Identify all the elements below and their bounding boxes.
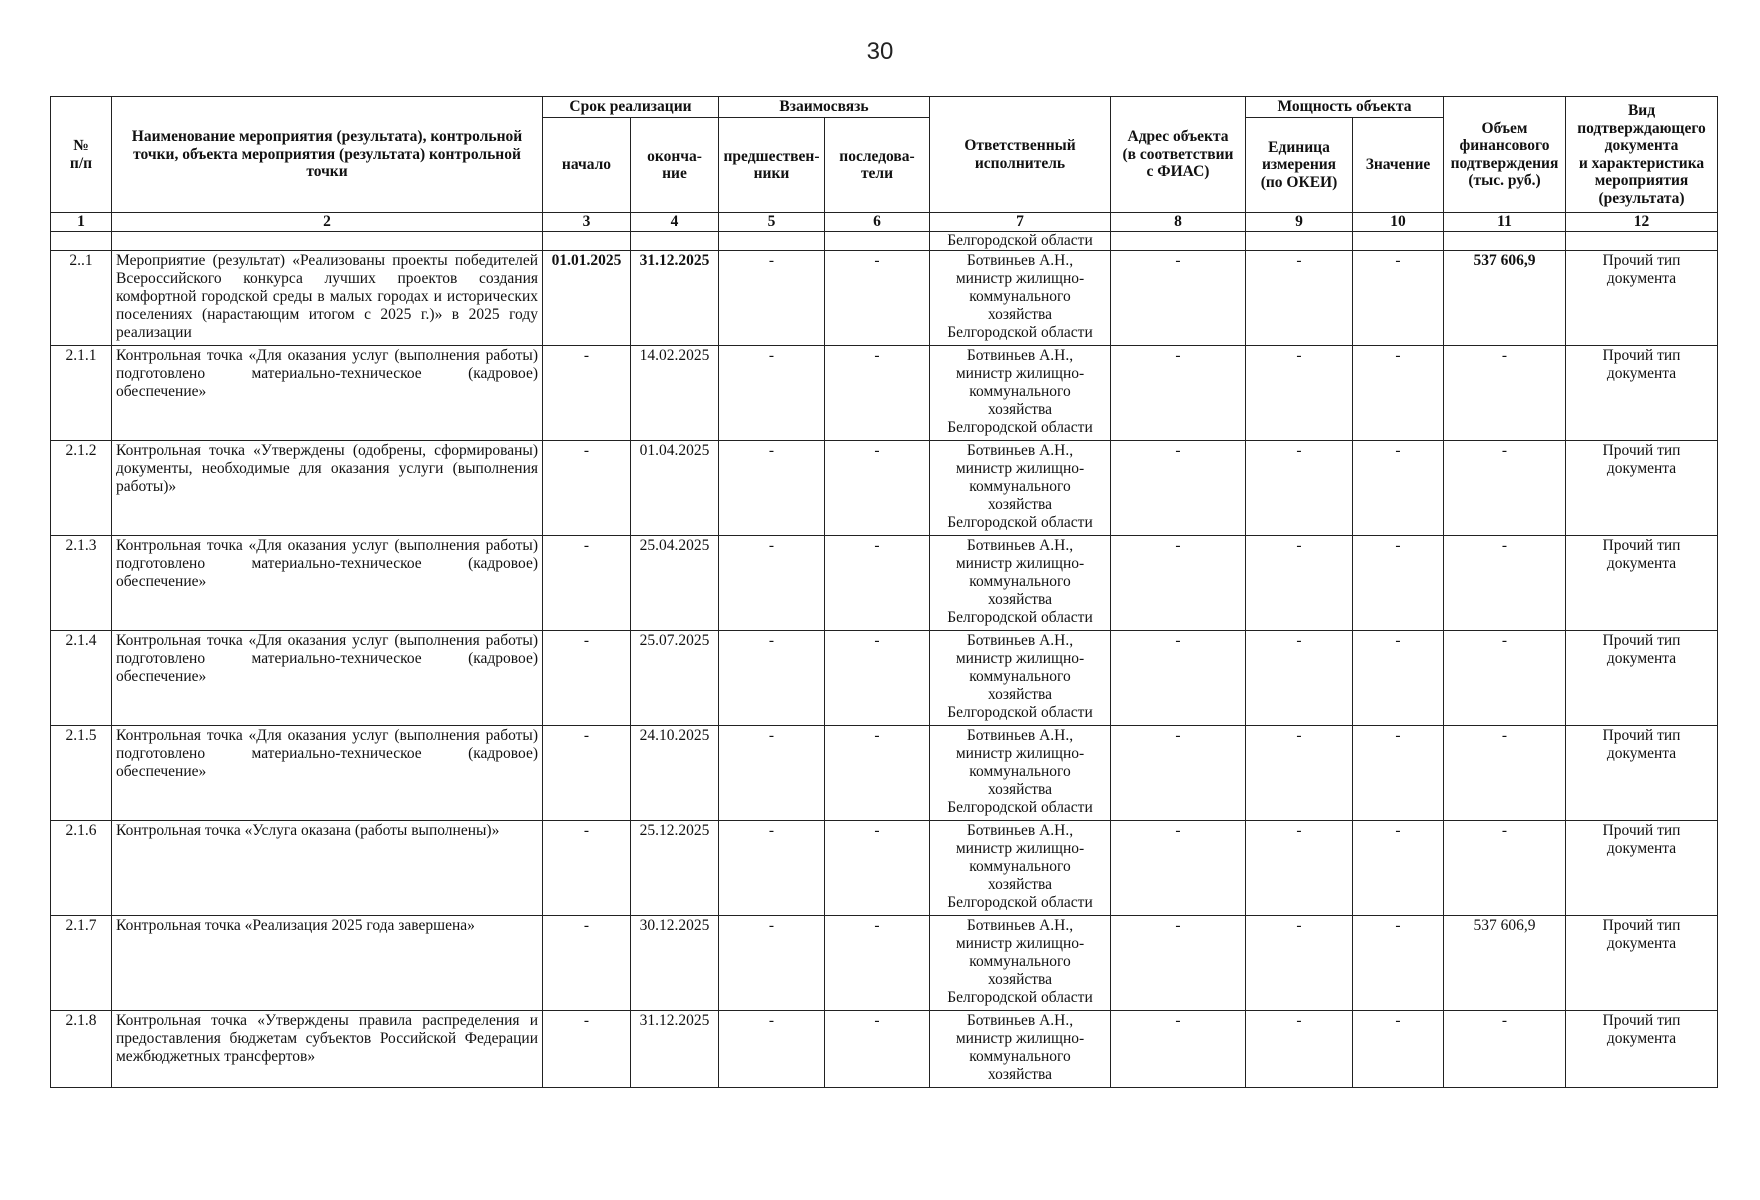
document-type: Прочий тип документа xyxy=(1566,1011,1718,1088)
predecessors: - xyxy=(719,536,825,631)
activity-name: Контрольная точка «Реализация 2025 года завершена» xyxy=(112,916,543,1011)
column-number: 5 xyxy=(719,213,825,232)
financial-volume: - xyxy=(1444,536,1566,631)
unit-of-measure: - xyxy=(1246,536,1353,631)
financial-volume: - xyxy=(1444,726,1566,821)
capacity-value: - xyxy=(1353,441,1444,536)
successors: - xyxy=(825,726,930,821)
object-address: - xyxy=(1111,441,1246,536)
successors: - xyxy=(825,1011,930,1088)
responsible-executor: Ботвиньев А.Н., министр жилищно- коммунального хозяйства Белгородской области xyxy=(930,346,1111,441)
header-volume: Объем финансового подтверждения (тыс. руб.) xyxy=(1444,97,1566,213)
document-type: Прочий тип документа xyxy=(1566,536,1718,631)
column-number: 6 xyxy=(825,213,930,232)
table-row xyxy=(51,251,1718,346)
predecessors: - xyxy=(719,916,825,1011)
responsible-executor: Ботвиньев А.Н., министр жилищно- коммунального хозяйства Белгородской области xyxy=(930,726,1111,821)
end-date: 25.12.2025 xyxy=(631,821,719,916)
responsible-executor: Ботвиньев А.Н., министр жилищно- коммунального хозяйства Белгородской области xyxy=(930,631,1111,726)
financial-volume: - xyxy=(1444,821,1566,916)
table-row xyxy=(51,631,1718,726)
header-relation: Взаимосвязь xyxy=(719,97,930,118)
capacity-value: - xyxy=(1353,821,1444,916)
activity-name: Контрольная точка «Утверждены правила распределения и предоставления бюджетам субъектов Российской Федерации межбюджетных трансфертов» xyxy=(112,1011,543,1088)
capacity-value: - xyxy=(1353,346,1444,441)
row-number: 2.1.4 xyxy=(51,631,112,726)
predecessors: - xyxy=(719,251,825,346)
responsible-executor: Ботвиньев А.Н., министр жилищно- коммунального хозяйства Белгородской области xyxy=(930,821,1111,916)
header-successors: последова- тели xyxy=(825,118,930,213)
end-date: 25.04.2025 xyxy=(631,536,719,631)
row-number: 2..1 xyxy=(51,251,112,346)
object-address: - xyxy=(1111,631,1246,726)
header-doc-type: Вид подтверждающего документа и характеристика мероприятия (результата) xyxy=(1566,97,1718,213)
plan-table xyxy=(50,96,1718,1088)
column-number: 1 xyxy=(51,213,112,232)
responsible-executor: Ботвиньев А.Н., министр жилищно- коммунального хозяйства xyxy=(930,1011,1111,1088)
object-address: - xyxy=(1111,916,1246,1011)
financial-volume: 537 606,9 xyxy=(1444,916,1566,1011)
column-number: 3 xyxy=(543,213,631,232)
activity-name: Контрольная точка «Для оказания услуг (выполнения работы) подготовлено материально-техническое (кадровое) обеспечение» xyxy=(112,536,543,631)
unit-of-measure: - xyxy=(1246,346,1353,441)
object-address: - xyxy=(1111,821,1246,916)
table-row xyxy=(51,821,1718,916)
predecessors: - xyxy=(719,631,825,726)
table-row xyxy=(51,441,1718,536)
continuation-responsible: Белгородской области xyxy=(930,232,1111,251)
object-address: - xyxy=(1111,251,1246,346)
start-date: - xyxy=(543,916,631,1011)
predecessors: - xyxy=(719,726,825,821)
header-value: Значение xyxy=(1353,118,1444,213)
responsible-executor: Ботвиньев А.Н., министр жилищно- коммунального хозяйства Белгородской области xyxy=(930,251,1111,346)
activity-name: Мероприятие (результат) «Реализованы проекты победителей Всероссийского конкурса лучших проектов создания комфортной городской среды в малых городах и исторических поселениях (нарастающим итогом с 2025 г.)» в 2025 году реализации xyxy=(112,251,543,346)
object-address: - xyxy=(1111,1011,1246,1088)
table-row xyxy=(51,536,1718,631)
activity-name: Контрольная точка «Для оказания услуг (выполнения работы) подготовлено материально-техническое (кадровое) обеспечение» xyxy=(112,346,543,441)
object-address: - xyxy=(1111,726,1246,821)
table-row xyxy=(51,346,1718,441)
row-number: 2.1.2 xyxy=(51,441,112,536)
end-date: 14.02.2025 xyxy=(631,346,719,441)
responsible-executor: Ботвиньев А.Н., министр жилищно- коммунального хозяйства Белгородской области xyxy=(930,916,1111,1011)
row-number: 2.1.7 xyxy=(51,916,112,1011)
document-type: Прочий тип документа xyxy=(1566,821,1718,916)
column-number: 9 xyxy=(1246,213,1353,232)
activity-name: Контрольная точка «Услуга оказана (работы выполнены)» xyxy=(112,821,543,916)
successors: - xyxy=(825,346,930,441)
capacity-value: - xyxy=(1353,726,1444,821)
row-number: 2.1.6 xyxy=(51,821,112,916)
financial-volume: 537 606,9 xyxy=(1444,251,1566,346)
page-number: 30 xyxy=(866,38,894,65)
financial-volume: - xyxy=(1444,1011,1566,1088)
end-date: 30.12.2025 xyxy=(631,916,719,1011)
row-number: 2.1.3 xyxy=(51,536,112,631)
financial-volume: - xyxy=(1444,346,1566,441)
responsible-executor: Ботвиньев А.Н., министр жилищно- коммунального хозяйства Белгородской области xyxy=(930,441,1111,536)
document-type: Прочий тип документа xyxy=(1566,346,1718,441)
header-end: оконча- ние xyxy=(631,118,719,213)
capacity-value: - xyxy=(1353,251,1444,346)
capacity-value: - xyxy=(1353,536,1444,631)
successors: - xyxy=(825,441,930,536)
unit-of-measure: - xyxy=(1246,916,1353,1011)
document-type: Прочий тип документа xyxy=(1566,441,1718,536)
header-start: начало xyxy=(543,118,631,213)
capacity-value: - xyxy=(1353,1011,1444,1088)
column-number: 11 xyxy=(1444,213,1566,232)
successors: - xyxy=(825,821,930,916)
successors: - xyxy=(825,631,930,726)
continuation-row xyxy=(51,232,1718,251)
start-date: - xyxy=(543,821,631,916)
financial-volume: - xyxy=(1444,441,1566,536)
financial-volume: - xyxy=(1444,631,1566,726)
activity-name: Контрольная точка «Для оказания услуг (выполнения работы) подготовлено материально-техническое (кадровое) обеспечение» xyxy=(112,631,543,726)
successors: - xyxy=(825,251,930,346)
document-type: Прочий тип документа xyxy=(1566,916,1718,1011)
column-number: 2 xyxy=(112,213,543,232)
start-date: - xyxy=(543,441,631,536)
document-type: Прочий тип документа xyxy=(1566,251,1718,346)
header-num: № п/п xyxy=(51,97,112,213)
activity-name: Контрольная точка «Для оказания услуг (выполнения работы) подготовлено материально-техническое (кадровое) обеспечение» xyxy=(112,726,543,821)
document-type: Прочий тип документа xyxy=(1566,726,1718,821)
column-number: 7 xyxy=(930,213,1111,232)
capacity-value: - xyxy=(1353,631,1444,726)
header-address: Адрес объекта (в соответствии с ФИАС) xyxy=(1111,97,1246,213)
header-name: Наименование мероприятия (результата), контрольной точки, объекта мероприятия (результата) контрольной точки xyxy=(112,97,543,213)
successors: - xyxy=(825,916,930,1011)
start-date: - xyxy=(543,726,631,821)
start-date: - xyxy=(543,1011,631,1088)
capacity-value: - xyxy=(1353,916,1444,1011)
predecessors: - xyxy=(719,441,825,536)
header-unit: Единица измерения (по ОКЕИ) xyxy=(1246,118,1353,213)
predecessors: - xyxy=(719,1011,825,1088)
predecessors: - xyxy=(719,821,825,916)
responsible-executor: Ботвиньев А.Н., министр жилищно- коммунального хозяйства Белгородской области xyxy=(930,536,1111,631)
column-number: 12 xyxy=(1566,213,1718,232)
start-date: - xyxy=(543,346,631,441)
unit-of-measure: - xyxy=(1246,631,1353,726)
column-number: 10 xyxy=(1353,213,1444,232)
table-row xyxy=(51,916,1718,1011)
end-date: 01.04.2025 xyxy=(631,441,719,536)
header-responsible: Ответственный исполнитель xyxy=(930,97,1111,213)
table-row xyxy=(51,1011,1718,1088)
start-date: - xyxy=(543,631,631,726)
header-capacity: Мощность объекта xyxy=(1246,97,1444,118)
activity-name: Контрольная точка «Утверждены (одобрены, сформированы) документы, необходимые для оказания услуги (выполнения работы)» xyxy=(112,441,543,536)
header-period: Срок реализации xyxy=(543,97,719,118)
row-number: 2.1.1 xyxy=(51,346,112,441)
start-date: 01.01.2025 xyxy=(543,251,631,346)
unit-of-measure: - xyxy=(1246,726,1353,821)
row-number: 2.1.5 xyxy=(51,726,112,821)
end-date: 25.07.2025 xyxy=(631,631,719,726)
end-date: 31.12.2025 xyxy=(631,1011,719,1088)
unit-of-measure: - xyxy=(1246,1011,1353,1088)
document-type: Прочий тип документа xyxy=(1566,631,1718,726)
end-date: 24.10.2025 xyxy=(631,726,719,821)
unit-of-measure: - xyxy=(1246,251,1353,346)
header-predecessors: предшествен- ники xyxy=(719,118,825,213)
unit-of-measure: - xyxy=(1246,821,1353,916)
predecessors: - xyxy=(719,346,825,441)
table-row xyxy=(51,726,1718,821)
object-address: - xyxy=(1111,346,1246,441)
column-number: 8 xyxy=(1111,213,1246,232)
column-number: 4 xyxy=(631,213,719,232)
unit-of-measure: - xyxy=(1246,441,1353,536)
successors: - xyxy=(825,536,930,631)
object-address: - xyxy=(1111,536,1246,631)
start-date: - xyxy=(543,536,631,631)
end-date: 31.12.2025 xyxy=(631,251,719,346)
row-number: 2.1.8 xyxy=(51,1011,112,1088)
